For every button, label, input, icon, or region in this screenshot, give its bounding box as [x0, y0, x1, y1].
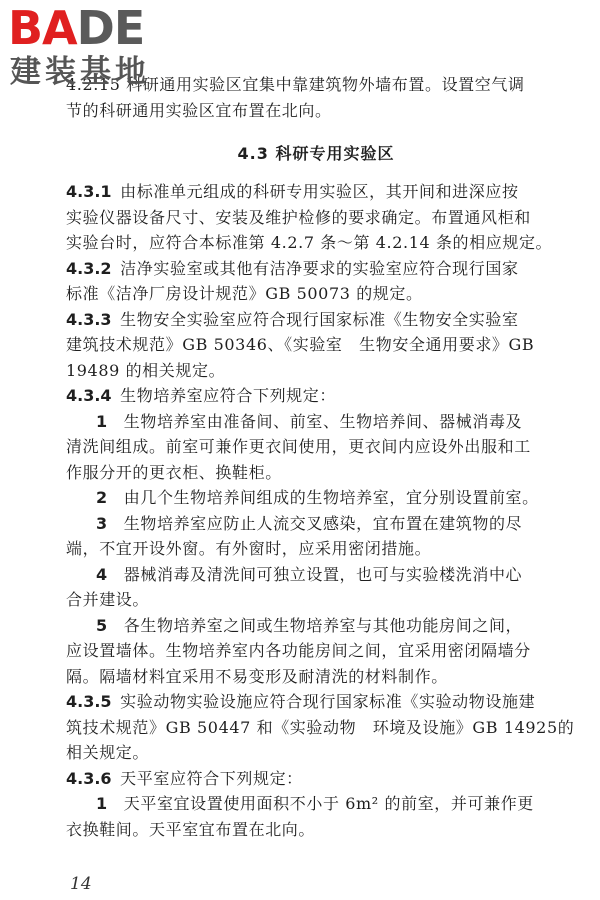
continuation-line: 端，不宜开设外窗。有外窗时，应采用密闭措施。 [66, 539, 432, 558]
clause-first-line [66, 307, 566, 333]
section-heading: 4.3 科研专用实验区 [237, 144, 395, 163]
item-number: 2 [96, 488, 108, 507]
continuation-line: 实验台时，应符合本标准第 4.2.7 条～第 4.2.14 条的相应规定。 [66, 233, 553, 252]
clause-first-line [66, 179, 566, 205]
continuation-line: 19489 的相关规定。 [66, 360, 226, 380]
line-text: 天平室应符合下列规定： [120, 768, 303, 788]
clause-number: 4.3.4 [66, 386, 112, 405]
intro-line-1: 4.2.15 科研通用实验区宜集中靠建筑物外墙布置。设置空气调 [66, 75, 525, 94]
list-item-first-line [66, 511, 566, 537]
item-number: 1 [96, 411, 108, 431]
clauses-group-2 [66, 689, 575, 791]
clause-first-line [66, 256, 566, 282]
line-text: 生物培养室由准备间、前室、生物培养间、器械消毒及 [123, 411, 523, 431]
line-text: 洁净实验室或其他有洁净要求的实验室应符合现行国家 [120, 258, 519, 278]
clause-first-line [66, 383, 566, 409]
page-number: 14 [70, 874, 92, 894]
line-text: 器械消毒及清洗间可独立设置，也可与实验楼洗消中心 [123, 564, 523, 584]
clause-number: 4.3.3 [66, 309, 112, 329]
item-number: 1 [96, 794, 108, 813]
continuation-line: 清洗间组成。前室可兼作更衣间使用，更衣间内应设外出服和工 [66, 437, 531, 456]
line-text: 由几个生物培养间组成的生物培养室，宜分别设置前室。 [123, 488, 539, 507]
items-group-436 [66, 791, 566, 842]
continuation-line: 筑技术规范》GB 50447 和《实验动物 环境及设施》GB 14925的 [66, 717, 575, 737]
clause-number: 4.3.2 [66, 258, 112, 278]
list-item-first-line [66, 409, 566, 435]
intro-line-2: 节的科研通用实验区宜布置在北向。 [66, 100, 332, 120]
list-item-first-line [66, 485, 566, 511]
list-item-first-line [66, 791, 566, 817]
line-text: 生物培养室应符合下列规定： [120, 386, 336, 405]
document-page [66, 72, 575, 842]
continuation-line: 合并建设。 [66, 590, 150, 609]
line-text: 生物安全实验室应符合现行国家标准《生物安全实验室 [120, 309, 519, 329]
item-number: 3 [96, 513, 108, 533]
continuation-line: 作服分开的更衣柜、换鞋柜。 [66, 462, 282, 482]
continuation-line: 应设置墙体。生物培养室内各功能房间之间，宜采用密闭隔墙分 [66, 641, 531, 660]
continuation-line: 衣换鞋间。天平室宜布置在北向。 [66, 819, 316, 839]
line-text: 实验动物实验设施应符合现行国家标准《实验动物设施建 [120, 692, 536, 711]
continuation-line: 相关规定。 [66, 743, 150, 762]
clause-first-line [66, 766, 566, 792]
logo-subtitle: 建装基地 [10, 54, 150, 90]
items-group-434 [66, 409, 566, 690]
continuation-line: 标准《洁净厂房设计规范》GB 50073 的规定。 [66, 284, 423, 303]
clauses-group-1 [66, 179, 566, 409]
continuation-line: 建筑技术规范》GB 50346、《实验室 生物安全通用要求》GB [66, 335, 535, 354]
list-item-first-line [66, 562, 566, 588]
item-number: 5 [96, 615, 108, 635]
continuation-line: 实验仪器设备尺寸、安装及维护检修的要求确定。布置通风柜和 [66, 207, 531, 227]
clause-number: 4.3.6 [66, 768, 112, 788]
clause-number: 4.3.5 [66, 692, 112, 711]
clause-number: 4.3.1 [66, 182, 112, 201]
continuation-line: 隔。隔墙材料宜采用不易变形及耐清洗的材料制作。 [66, 666, 448, 686]
line-text: 由标准单元组成的科研专用实验区，其开间和进深应按 [120, 182, 519, 201]
clause-first-line [66, 689, 566, 715]
line-text: 生物培养室应防止人流交叉感染，宜布置在建筑物的尽 [123, 513, 523, 533]
item-number: 4 [96, 564, 108, 584]
line-text: 各生物培养室之间或生物培养室与其他功能房间之间， [123, 615, 523, 635]
list-item-first-line [66, 613, 566, 639]
line-text: 天平室宜设置使用面积不小于 6m² 的前室，并可兼作更 [123, 794, 534, 813]
logo-wordmark: BADE [8, 1, 145, 55]
